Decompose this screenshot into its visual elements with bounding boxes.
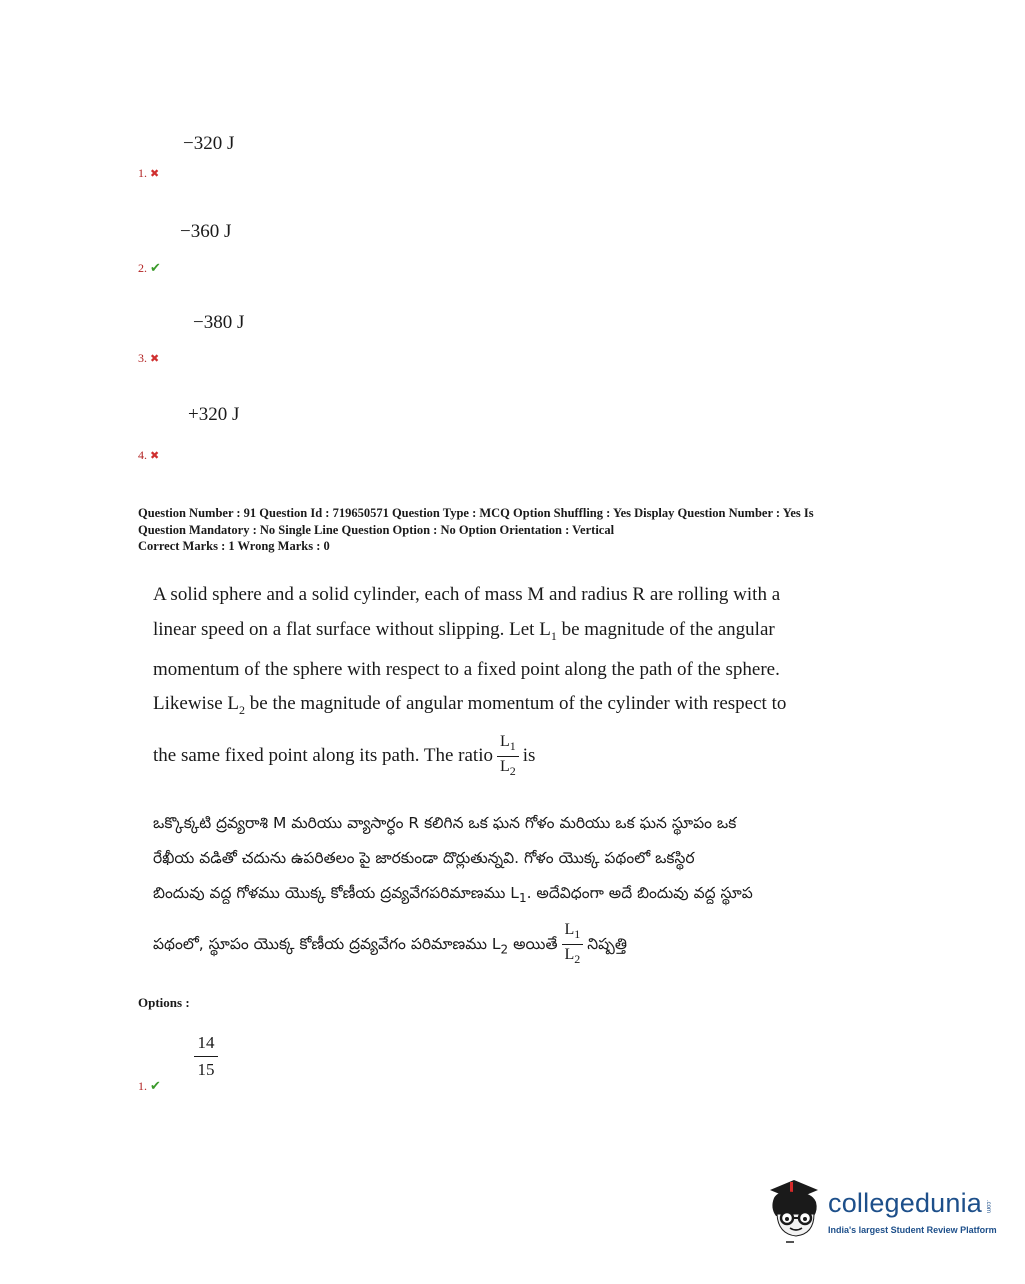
- option-number: [138, 448, 159, 463]
- option-value: −320 J: [183, 133, 235, 154]
- text-part: Likewise L: [153, 693, 240, 715]
- option-number: [138, 351, 159, 366]
- denominator-text: L: [500, 757, 510, 775]
- question-line: [153, 732, 853, 781]
- subscript: 1: [550, 628, 557, 643]
- fraction-numerator: [562, 920, 584, 945]
- logo-tagline: India's largest Student Review Platform: [828, 1225, 997, 1235]
- logo-wordmark: collegedunia: [828, 1188, 983, 1218]
- question-line: [153, 876, 853, 916]
- text-part: linear speed on a flat surface without slipping. Let L: [153, 618, 551, 640]
- answer-option-fraction: [194, 1030, 218, 1083]
- option-number: [138, 1078, 161, 1094]
- fraction-denominator: 15: [197, 1060, 215, 1079]
- fraction-numerator: 14: [194, 1030, 218, 1057]
- question-meta: [138, 505, 898, 555]
- option-number-label: 2.: [138, 261, 147, 275]
- question-line: [153, 920, 853, 969]
- option-number-label: 1.: [138, 166, 147, 180]
- option-value: +320 J: [188, 404, 240, 425]
- text-part: is: [522, 744, 536, 766]
- fraction-numerator: [497, 732, 519, 757]
- option-number: [138, 166, 159, 181]
- text-part: బిందువు వద్ద గోళము యొక్క కోణీయ ద్రవ్యవేగపరిమాణము L: [153, 884, 519, 902]
- subscript: 1: [574, 927, 581, 942]
- numerator-text: L: [500, 732, 510, 750]
- question-line: momentum of the sphere with respect to a fixed point along the path of the sphere.: [153, 658, 780, 680]
- question-line: ఒక్కొక్కటి ద్రవ్యరాశి M మరియు వ్యాసార్ధం R కలిగిన ఒక ఘన గోళం మరియు ఒక ఘన స్థూపం ఒక: [153, 814, 737, 832]
- text-part: నిష్పత్తి: [587, 935, 627, 954]
- subscript: 2: [574, 952, 581, 967]
- options-label: Options :: [138, 995, 190, 1010]
- text-part: అయితే: [508, 935, 558, 954]
- subscript: 1: [509, 738, 516, 753]
- option-value: −380 J: [193, 312, 245, 333]
- check-icon: ✔: [150, 1078, 161, 1093]
- option-number-label: 1.: [138, 1079, 147, 1093]
- text-part: పథంలో, స్థూపం యొక్క కోణీయ ద్రవ్యవేగం పరిమాణము L: [153, 935, 501, 954]
- cross-icon: ✖: [150, 450, 160, 462]
- meta-line-3: Correct Marks : 1 Wrong Marks : 0: [138, 539, 330, 553]
- cross-icon: ✖: [150, 353, 160, 365]
- collegedunia-mascot-icon: [764, 1176, 828, 1246]
- numerator-text: L: [564, 921, 575, 939]
- denominator-text: L: [564, 946, 575, 964]
- text-part: be magnitude of the angular: [556, 618, 775, 640]
- meta-line-2: Question Mandatory : No Single Line Question Option : No Option Orientation : Vertical: [138, 522, 615, 537]
- ratio-fraction: [562, 920, 584, 969]
- option-number: [138, 260, 161, 276]
- subscript: 2: [500, 942, 509, 957]
- option-value: −360 J: [180, 221, 232, 242]
- subscript: 2: [509, 763, 516, 778]
- cross-icon: ✖: [150, 168, 160, 180]
- question-line: [153, 613, 853, 653]
- meta-line-1: Question Number : 91 Question Id : 719650571 Question Type : MCQ Option Shuffling : Yes Display Question Number : Yes Is: [138, 506, 814, 520]
- text-part: be the magnitude of angular momentum of the cylinder with respect to: [245, 693, 787, 715]
- question-line: [153, 687, 853, 727]
- fraction-denominator: [562, 945, 584, 969]
- text-part: the same fixed point along its path. The ratio: [153, 744, 493, 766]
- question-line: A solid sphere and a solid cylinder, each of mass M and radius R are rolling with a: [153, 584, 781, 605]
- fraction-denominator: [497, 757, 519, 781]
- ratio-fraction: [497, 732, 519, 781]
- check-icon: ✔: [150, 260, 161, 275]
- question-text-english: [153, 578, 853, 781]
- option-number-label: 3.: [138, 351, 147, 365]
- text-part: . అదేవిధంగా అదే బిందువు వద్ద స్థూప: [526, 884, 753, 902]
- subscript: 1: [518, 891, 527, 906]
- question-text-telugu: [153, 806, 853, 969]
- question-line: రేఖీయ వడితో చదును ఉపరితలం పై జారకుండా దొర్లుతున్నవి. గోళం యొక్క పథంలో ఒకస్థిర: [153, 849, 695, 867]
- logo-tld: .com: [985, 1200, 991, 1214]
- option-number-label: 4.: [138, 448, 147, 462]
- subscript: 2: [239, 703, 246, 718]
